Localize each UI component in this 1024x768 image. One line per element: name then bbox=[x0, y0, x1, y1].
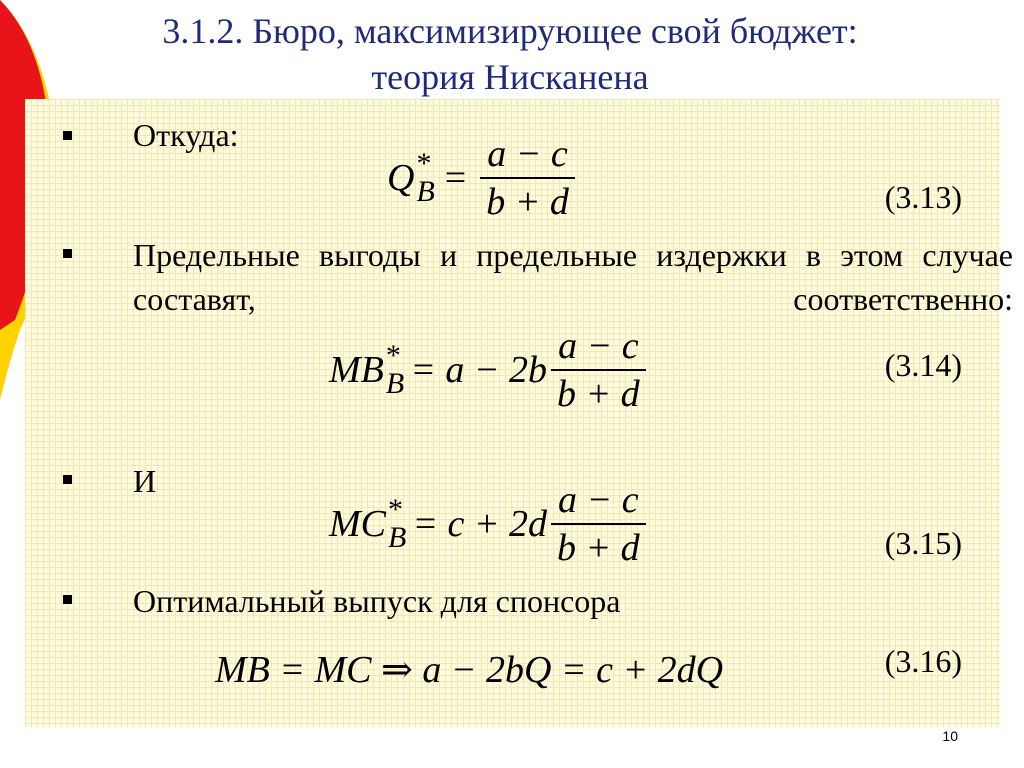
equation-3-14 bbox=[329, 327, 650, 413]
equation-number-3-14: (3.14) bbox=[884, 347, 962, 383]
eq314-supsub bbox=[385, 338, 405, 400]
eq314-denominator: b + d bbox=[551, 369, 646, 413]
eq315-sub: B bbox=[388, 521, 407, 554]
bullet-text-4: Оптимальный выпуск для спонсора bbox=[133, 583, 621, 619]
eq315-denominator: b + d bbox=[551, 523, 646, 567]
bullet-text-2: Предельные выгоды и предельные издержки в этом случае составят, соответственно: bbox=[133, 237, 1013, 317]
page-number: 10 bbox=[942, 728, 958, 744]
eq313-star: * bbox=[416, 146, 432, 180]
bullet-text-3: И bbox=[133, 463, 157, 499]
eq314-lhs: MB bbox=[329, 349, 384, 391]
eq316-text: MB = MC ⇒ a − 2bQ = c + 2dQ bbox=[215, 649, 724, 691]
eq314-rhs: = a − 2b bbox=[410, 349, 547, 391]
eq315-rhs: = c + 2d bbox=[412, 503, 547, 545]
bullet-icon bbox=[63, 249, 72, 258]
eq313-supsub bbox=[416, 146, 435, 208]
bullet-icon bbox=[63, 475, 72, 484]
eq313-lhs: Q bbox=[387, 157, 415, 199]
bullet-text-1: Откуда: bbox=[133, 117, 239, 153]
title-line-1: 3.1.2. Бюро, максимизирующее свой бюджет: bbox=[162, 11, 858, 51]
bullet-icon bbox=[63, 595, 72, 604]
eq313-denominator: b + d bbox=[480, 177, 575, 221]
eq315-numerator: a − c bbox=[558, 479, 639, 521]
equation-3-13 bbox=[387, 135, 579, 221]
eq314-fraction bbox=[551, 327, 646, 413]
eq315-star: * bbox=[388, 492, 403, 526]
eq313-equals: = bbox=[444, 157, 467, 199]
eq313-fraction bbox=[480, 135, 575, 221]
slide-title bbox=[60, 8, 960, 100]
eq314-numerator: a − c bbox=[558, 325, 639, 367]
equation-number-3-15: (3.15) bbox=[884, 525, 962, 561]
eq314-sub: B bbox=[385, 367, 405, 400]
eq315-supsub bbox=[388, 492, 407, 554]
equation-number-3-13: (3.13) bbox=[884, 179, 962, 215]
eq314-star: * bbox=[385, 338, 401, 372]
eq313-sub: B bbox=[416, 175, 435, 208]
title-line-2: теория Нисканена bbox=[371, 57, 649, 97]
eq313-numerator: a − c bbox=[487, 133, 568, 175]
eq315-fraction bbox=[551, 481, 646, 567]
bullet-icon bbox=[63, 131, 72, 140]
equation-3-15 bbox=[329, 481, 650, 567]
equation-3-16 bbox=[215, 651, 723, 689]
eq315-lhs: MC bbox=[329, 503, 386, 545]
equation-number-3-16: (3.16) bbox=[884, 643, 962, 679]
content-panel bbox=[25, 99, 1013, 727]
